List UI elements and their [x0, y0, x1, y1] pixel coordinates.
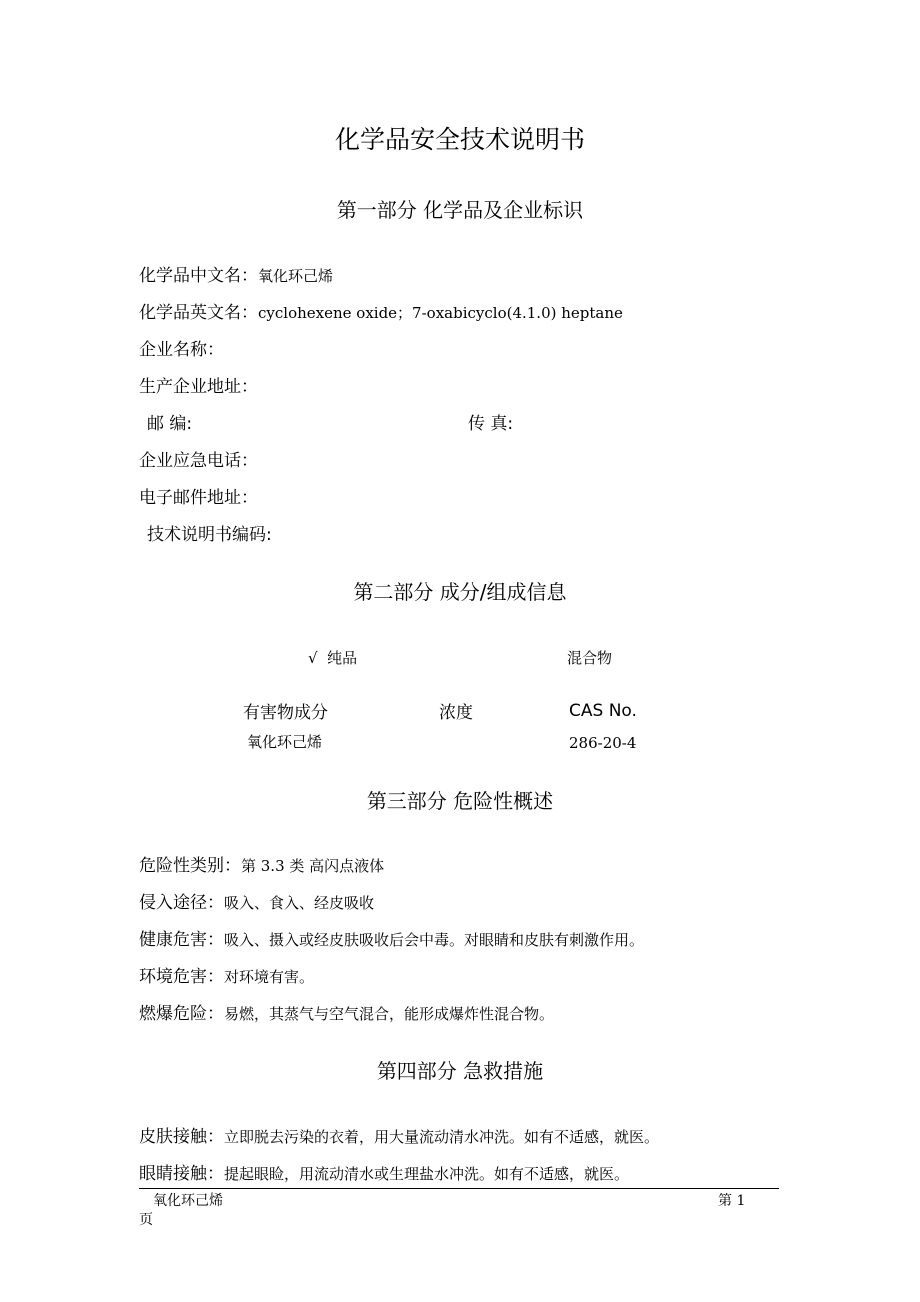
- field-value: 吸入、食入、经皮吸收: [224, 894, 375, 912]
- table-header-component: 有害物成分: [243, 703, 328, 723]
- field-chinese-name: [139, 261, 333, 286]
- footer-page-suffix: 页: [139, 1212, 153, 1228]
- table-header-concentration: 浓度: [439, 703, 473, 723]
- part1-heading: 第一部分 化学品及企业标识: [336, 198, 584, 222]
- field-emergency-phone: [139, 446, 258, 471]
- field-label: 皮肤接触：: [139, 1127, 224, 1147]
- field-skin-contact: [139, 1122, 659, 1147]
- document-title: 化学品安全技术说明书: [334, 125, 585, 154]
- table-cell-component: 氧化环己烯: [247, 733, 323, 751]
- field-label: 电子邮件地址：: [139, 488, 258, 508]
- field-fire-explosion-hazard: [139, 999, 554, 1024]
- field-label: 企业应急电话：: [139, 451, 258, 471]
- field-label: 危险性类别：: [139, 856, 241, 876]
- part4-heading: 第四部分 急救措施: [376, 1059, 544, 1083]
- spec-code-label: 技术说明书编码:: [147, 525, 272, 545]
- check-icon: √: [308, 649, 318, 667]
- field-value: 吸入、摄入或经皮肤吸收后会中毒。对眼睛和皮肤有刺激作用。: [224, 931, 645, 949]
- field-label: 企业名称：: [139, 340, 224, 360]
- field-email: [139, 483, 258, 508]
- field-health-hazard: [139, 925, 644, 950]
- field-label: 燃爆危险：: [139, 1004, 224, 1024]
- field-company-name: [139, 335, 224, 360]
- footer-left: 氧化环己烯: [153, 1193, 223, 1209]
- field-company-address: [139, 372, 258, 397]
- field-value: 第 3.3 类 高闪点液体: [241, 857, 385, 875]
- field-eye-contact: [139, 1159, 629, 1184]
- field-label: 生产企业地址：: [139, 377, 258, 397]
- field-label: 侵入途径：: [139, 893, 224, 913]
- fax-label: 传 真:: [468, 414, 514, 434]
- field-value: 立即脱去污染的衣着，用大量流动清水冲洗。如有不适感，就医。: [224, 1128, 660, 1146]
- field-label: 健康危害：: [139, 930, 224, 950]
- field-label: 化学品英文名：: [139, 303, 258, 323]
- field-exposure-route: [139, 888, 374, 913]
- mixture-option: 混合物: [567, 649, 613, 667]
- part2-heading: 第二部分 成分/组成信息: [353, 580, 567, 604]
- footer-divider: [139, 1188, 779, 1189]
- postcode-label: 邮 编:: [147, 414, 193, 434]
- pure-option: [308, 647, 357, 668]
- field-english-name: [139, 298, 623, 323]
- part3-heading: 第三部分 危险性概述: [366, 789, 554, 813]
- field-label: 环境危害：: [139, 967, 224, 987]
- field-value: 氧化环己烯: [258, 267, 334, 285]
- footer-page-number: 第 1: [718, 1193, 746, 1209]
- table-cell-cas: 286-20-4: [569, 734, 637, 752]
- field-value: 提起眼睑，用流动清水或生理盐水冲洗。如有不适感，就医。: [224, 1165, 630, 1183]
- field-label: 眼睛接触：: [139, 1164, 224, 1184]
- field-value: 易燃，其蒸气与空气混合，能形成爆炸性混合物。: [224, 1005, 555, 1023]
- field-value: cyclohexene oxide；7-oxabicyclo(4.1.0) heptane: [258, 304, 623, 322]
- field-environment-hazard: [139, 962, 314, 987]
- table-header-cas: CAS No.: [569, 701, 637, 721]
- field-value: 对环境有害。: [224, 968, 315, 986]
- field-hazard-class: [139, 851, 384, 876]
- field-label: 化学品中文名：: [139, 266, 258, 286]
- pure-label: 纯品: [327, 649, 358, 667]
